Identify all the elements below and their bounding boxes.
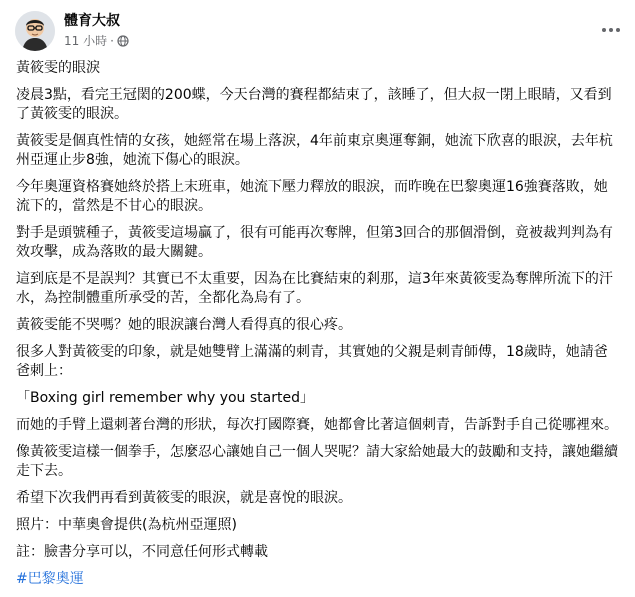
post-paragraph: 今年奧運資格賽她終於搭上末班車，她流下壓力釋放的眼淚，而昨晚在巴黎奧運16強賽落敗，她流下的，當然是不甘心的眼淚。	[16, 179, 608, 214]
meta-separator: ·	[110, 34, 114, 48]
post-paragraph: 黃筱雯能不哭嗎？她的眼淚讓台灣人看得真的很心疼。	[16, 317, 352, 333]
hashtag-line	[16, 570, 620, 589]
avatar-image	[15, 11, 55, 51]
hashtag-link[interactable]: #巴黎奧運	[16, 571, 84, 587]
post-paragraph: 而她的手臂上還刺著台灣的形狀，每次打國際賽，她都會比著這個刺青，告訴對手自己從哪裡來。	[16, 417, 618, 433]
tattoo-quote: 「Boxing girl remember why you started」	[16, 390, 314, 406]
repost-note: 註：臉書分享可以，不同意任何形式轉載	[16, 544, 268, 560]
post-paragraph: 對手是頭號種子，黃筱雯這場贏了，很有可能再次奪牌，但第3回合的那個滑倒，竟被裁判判為有效攻擊，成為落敗的最大關鍵。	[16, 225, 613, 260]
globe-icon[interactable]	[117, 35, 129, 47]
author-name[interactable]: 體育大叔	[64, 13, 120, 29]
post-title: 黃筱雯的眼淚	[16, 60, 100, 76]
more-horizontal-icon	[602, 28, 620, 32]
post-paragraph: 黃筱雯是個真性情的女孩，她經常在場上落淚，4年前東京奧運奪銅，她流下欣喜的眼淚，去年杭州亞運止步8強，她流下傷心的眼淚。	[16, 133, 613, 168]
post-paragraph: 希望下次我們再看到黃筱雯的眼淚，就是喜悅的眼淚。	[16, 490, 352, 506]
post-paragraph: 很多人對黃筱雯的印象，就是她雙臂上滿滿的刺青，其實她的父親是刺青師傅，18歲時，她請爸爸刺上：	[16, 344, 608, 379]
post-body	[16, 59, 620, 597]
photo-credit: 照片：中華奧會提供(為杭州亞運照)	[16, 517, 237, 533]
post-paragraph: 像黃筱雯這樣一個拳手，怎麼忍心讓她自己一個人哭呢？請大家給她最大的鼓勵和支持，讓她繼續走下去。	[16, 444, 618, 479]
more-options-button[interactable]	[599, 18, 623, 42]
post-paragraph: 這到底是不是誤判？其實已不太重要，因為在比賽結束的剎那，這3年來黃筱雯為奪牌所流下的汗水，為控制體重所承受的苦，全都化為烏有了。	[16, 271, 613, 306]
post-timestamp[interactable]: 11 小時	[64, 34, 108, 48]
post-paragraph: 凌晨3點，看完王冠閎的200蝶，今天台灣的賽程都結束了，該睡了，但大叔一閉上眼睛，又看到了黃筱雯的眼淚。	[16, 87, 612, 122]
post-meta	[64, 33, 129, 49]
avatar[interactable]	[15, 11, 55, 51]
